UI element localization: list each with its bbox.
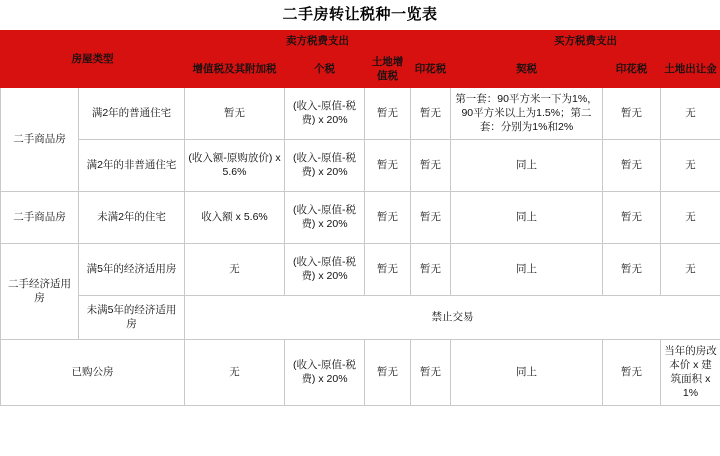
cell-buyer-stamp: 暂无: [603, 339, 661, 405]
table-row: [1, 87, 720, 139]
cell-seller-income-tax: (收入-原值-税费) x 20%: [285, 87, 365, 139]
cell-seller-stamp: 暂无: [411, 191, 451, 243]
cell-buyer-deed: 第一套：90平方米一下为1%，90平方米以上为1.5%；第二套：分别为1%和2%: [451, 87, 603, 139]
cell-buyer-stamp: 暂无: [603, 139, 661, 191]
header-buyer-stamp: 印花税: [603, 52, 661, 87]
tax-table: [0, 30, 720, 406]
row-category: 已购公房: [1, 339, 185, 405]
cell-seller-land-vat: 暂无: [365, 339, 411, 405]
header-house-type: 房屋类型: [1, 31, 185, 88]
row-subtype: 满5年的经济适用房: [79, 243, 185, 295]
cell-seller-stamp: 暂无: [411, 243, 451, 295]
cell-merged-note: 禁止交易: [185, 295, 720, 339]
cell-buyer-land-grant: 无: [661, 191, 720, 243]
cell-seller-stamp: 暂无: [411, 139, 451, 191]
cell-buyer-deed: 同上: [451, 339, 603, 405]
cell-seller-land-vat: 暂无: [365, 87, 411, 139]
header-seller-land-vat: 土地增值税: [365, 52, 411, 87]
cell-seller-land-vat: 暂无: [365, 139, 411, 191]
table-header-row-1: [1, 31, 720, 52]
table-row: [1, 339, 720, 405]
header-buyer-group: 买方税费支出: [451, 31, 720, 52]
header-seller-income-tax: 个税: [285, 52, 365, 87]
cell-buyer-stamp: 暂无: [603, 243, 661, 295]
cell-seller-vat: 收入额 x 5.6%: [185, 191, 285, 243]
cell-buyer-land-grant: 无: [661, 139, 720, 191]
header-buyer-land-grant: 土地出让金: [661, 52, 720, 87]
header-seller-vat: 增值税及其附加税: [185, 52, 285, 87]
row-subtype: 未满5年的经济适用房: [79, 295, 185, 339]
table-row: [1, 295, 720, 339]
cell-seller-vat: (收入额-原购放价) x 5.6%: [185, 139, 285, 191]
row-category: 二手商品房: [1, 87, 79, 191]
cell-seller-stamp: 暂无: [411, 339, 451, 405]
cell-seller-income-tax: (收入-原值-税费) x 20%: [285, 339, 365, 405]
cell-buyer-deed: 同上: [451, 191, 603, 243]
cell-seller-land-vat: 暂无: [365, 191, 411, 243]
cell-seller-land-vat: 暂无: [365, 243, 411, 295]
cell-buyer-stamp: 暂无: [603, 87, 661, 139]
row-category: 二手经济适用房: [1, 243, 79, 339]
cell-buyer-land-grant: 无: [661, 87, 720, 139]
table-row: [1, 243, 720, 295]
table-row: [1, 191, 720, 243]
table-row: [1, 139, 720, 191]
row-category: 二手商品房: [1, 191, 79, 243]
header-buyer-deed: 契税: [451, 52, 603, 87]
cell-seller-vat: 暂无: [185, 87, 285, 139]
page-title: 二手房转让税种一览表: [282, 6, 438, 23]
header-seller-group: 卖方税费支出: [185, 31, 451, 52]
cell-buyer-land-grant: 无: [661, 243, 720, 295]
row-subtype: 满2年的非普通住宅: [79, 139, 185, 191]
row-subtype: 未满2年的住宅: [79, 191, 185, 243]
cell-seller-stamp: 暂无: [411, 87, 451, 139]
cell-buyer-deed: 同上: [451, 243, 603, 295]
cell-seller-income-tax: (收入-原值-税费) x 20%: [285, 191, 365, 243]
row-subtype: 满2年的普通住宅: [79, 87, 185, 139]
cell-seller-vat: 无: [185, 243, 285, 295]
cell-seller-income-tax: (收入-原值-税费) x 20%: [285, 243, 365, 295]
cell-buyer-stamp: 暂无: [603, 191, 661, 243]
cell-seller-income-tax: (收入-原值-税费) x 20%: [285, 139, 365, 191]
cell-buyer-deed: 同上: [451, 139, 603, 191]
cell-seller-vat: 无: [185, 339, 285, 405]
header-seller-stamp: 印花税: [411, 52, 451, 87]
cell-buyer-land-grant: 当年的房改本价 x 建筑面积 x 1%: [661, 339, 720, 405]
